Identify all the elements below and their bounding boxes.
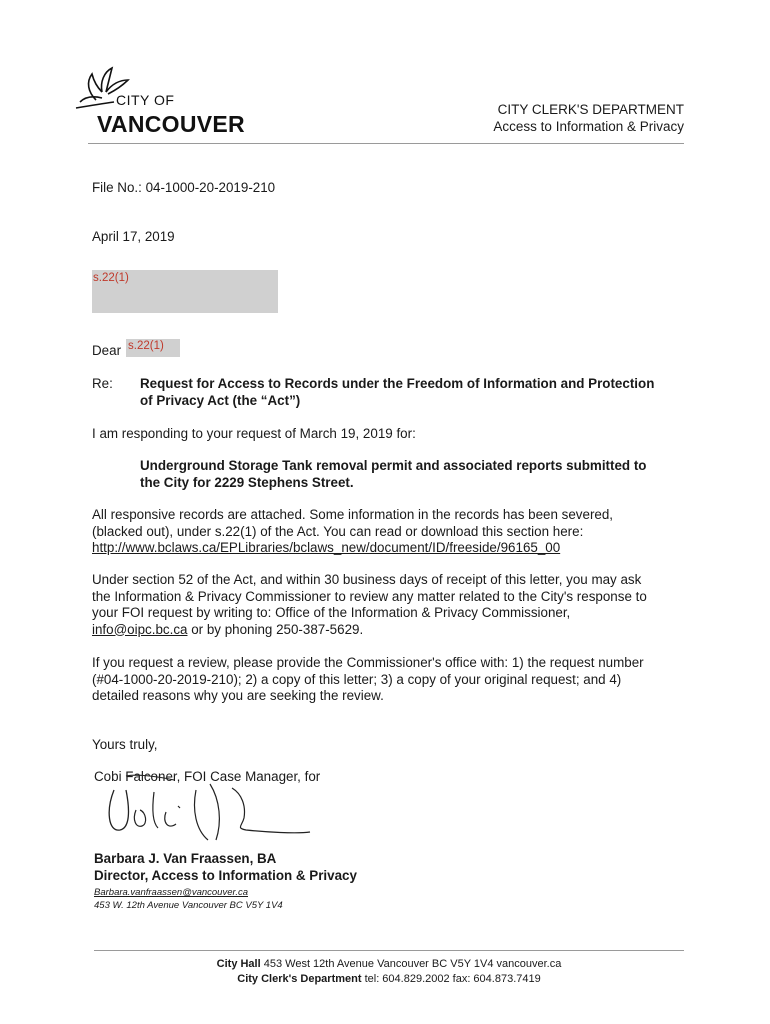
re-subject-line: of Privacy Act (the “Act”)	[140, 392, 301, 408]
re-subject	[140, 376, 685, 409]
footer-city-hall	[94, 957, 684, 972]
redaction-code: s.22(1)	[128, 340, 164, 352]
logo-vancouver: VANCOUVER	[97, 111, 245, 137]
signatory-email-link[interactable]: Barbara.vanfraassen@vancouver.ca	[94, 887, 248, 898]
paragraph-line: your FOI request by writing to: Office of the Information & Privacy Commissioner,	[92, 605, 571, 620]
logo-city-of: CITY OF	[116, 92, 175, 108]
city-logo	[74, 62, 264, 142]
footer-clerk-label: City Clerk's Department	[237, 973, 362, 985]
redacted-address	[92, 270, 278, 313]
signatory-address: 453 W. 12th Avenue Vancouver BC V5Y 1V4	[94, 900, 283, 911]
bclaws-link[interactable]: http://www.bclaws.ca/EPLibraries/bclaws_new/document/ID/freeside/96165_00	[92, 540, 561, 555]
city-flower-icon	[74, 62, 134, 118]
oipc-email-link[interactable]: info@oipc.bc.ca	[92, 621, 188, 637]
salutation: Dear	[92, 343, 122, 358]
footer-clerk-text: tel: 604.829.2002 fax: 604.873.7419	[361, 973, 541, 985]
department-division: Access to Information & Privacy	[493, 119, 684, 134]
footer-clerk-dept	[94, 972, 684, 987]
request-line: the City for 2229 Stephens Street.	[140, 474, 354, 490]
department-name: CITY CLERK'S DEPARTMENT	[497, 102, 684, 117]
footer-divider	[94, 950, 684, 951]
paragraph-line: If you request a review, please provide the Commissioner's office with: 1) the request number	[92, 655, 644, 670]
redacted-name	[126, 339, 180, 357]
paragraph-line: detailed reasons why you are seeking the review.	[92, 688, 384, 703]
footer-city-hall-label: City Hall	[216, 958, 261, 970]
redaction-code: s.22(1)	[93, 272, 129, 284]
signer-note: Cobi Falconer, FOI Case Manager, for	[94, 769, 321, 784]
letter-date: April 17, 2019	[92, 229, 175, 244]
responding-line: I am responding to your request of March 19, 2019 for:	[92, 426, 416, 441]
paragraph-review-instructions	[92, 655, 682, 705]
file-number: File No.: 04-1000-20-2019-210	[92, 180, 276, 195]
department-header	[493, 101, 684, 135]
signatory-name: Barbara J. Van Fraassen, BA	[94, 851, 277, 866]
paragraph-line	[92, 622, 682, 639]
paragraph-line: Under section 52 of the Act, and within 30 business days of receipt of this letter, you may ask	[92, 572, 642, 587]
request-description	[140, 458, 685, 491]
footer-city-hall-text: 453 West 12th Avenue Vancouver BC V5Y 1V4 vancouver.ca	[260, 958, 562, 970]
signatory-title: Director, Access to Information & Privacy	[94, 868, 357, 883]
handwritten-signature	[96, 770, 326, 854]
paragraph-line: (#04-1000-20-2019-210); 2) a copy of this letter; 3) a copy of your original request; and 4)	[92, 671, 622, 687]
paragraph-records	[92, 507, 682, 557]
paragraph-line: All responsive records are attached. Some information in the records has been severed,	[92, 507, 614, 522]
re-subject-line: Request for Access to Records under the Freedom of Information and Protection	[140, 376, 655, 391]
phone-text: or by phoning 250-387-5629.	[187, 621, 364, 637]
header-divider	[88, 143, 684, 144]
paragraph-line: (blacked out), under s.22(1) of the Act. You can read or download this section here:	[92, 523, 584, 539]
re-label: Re:	[92, 376, 113, 391]
paragraph-review-rights	[92, 572, 682, 638]
closing: Yours truly,	[92, 737, 158, 752]
paragraph-line: the Information & Privacy Commissioner to review any matter related to the City's response to	[92, 588, 647, 604]
request-line: Underground Storage Tank removal permit and associated reports submitted to	[140, 458, 647, 473]
